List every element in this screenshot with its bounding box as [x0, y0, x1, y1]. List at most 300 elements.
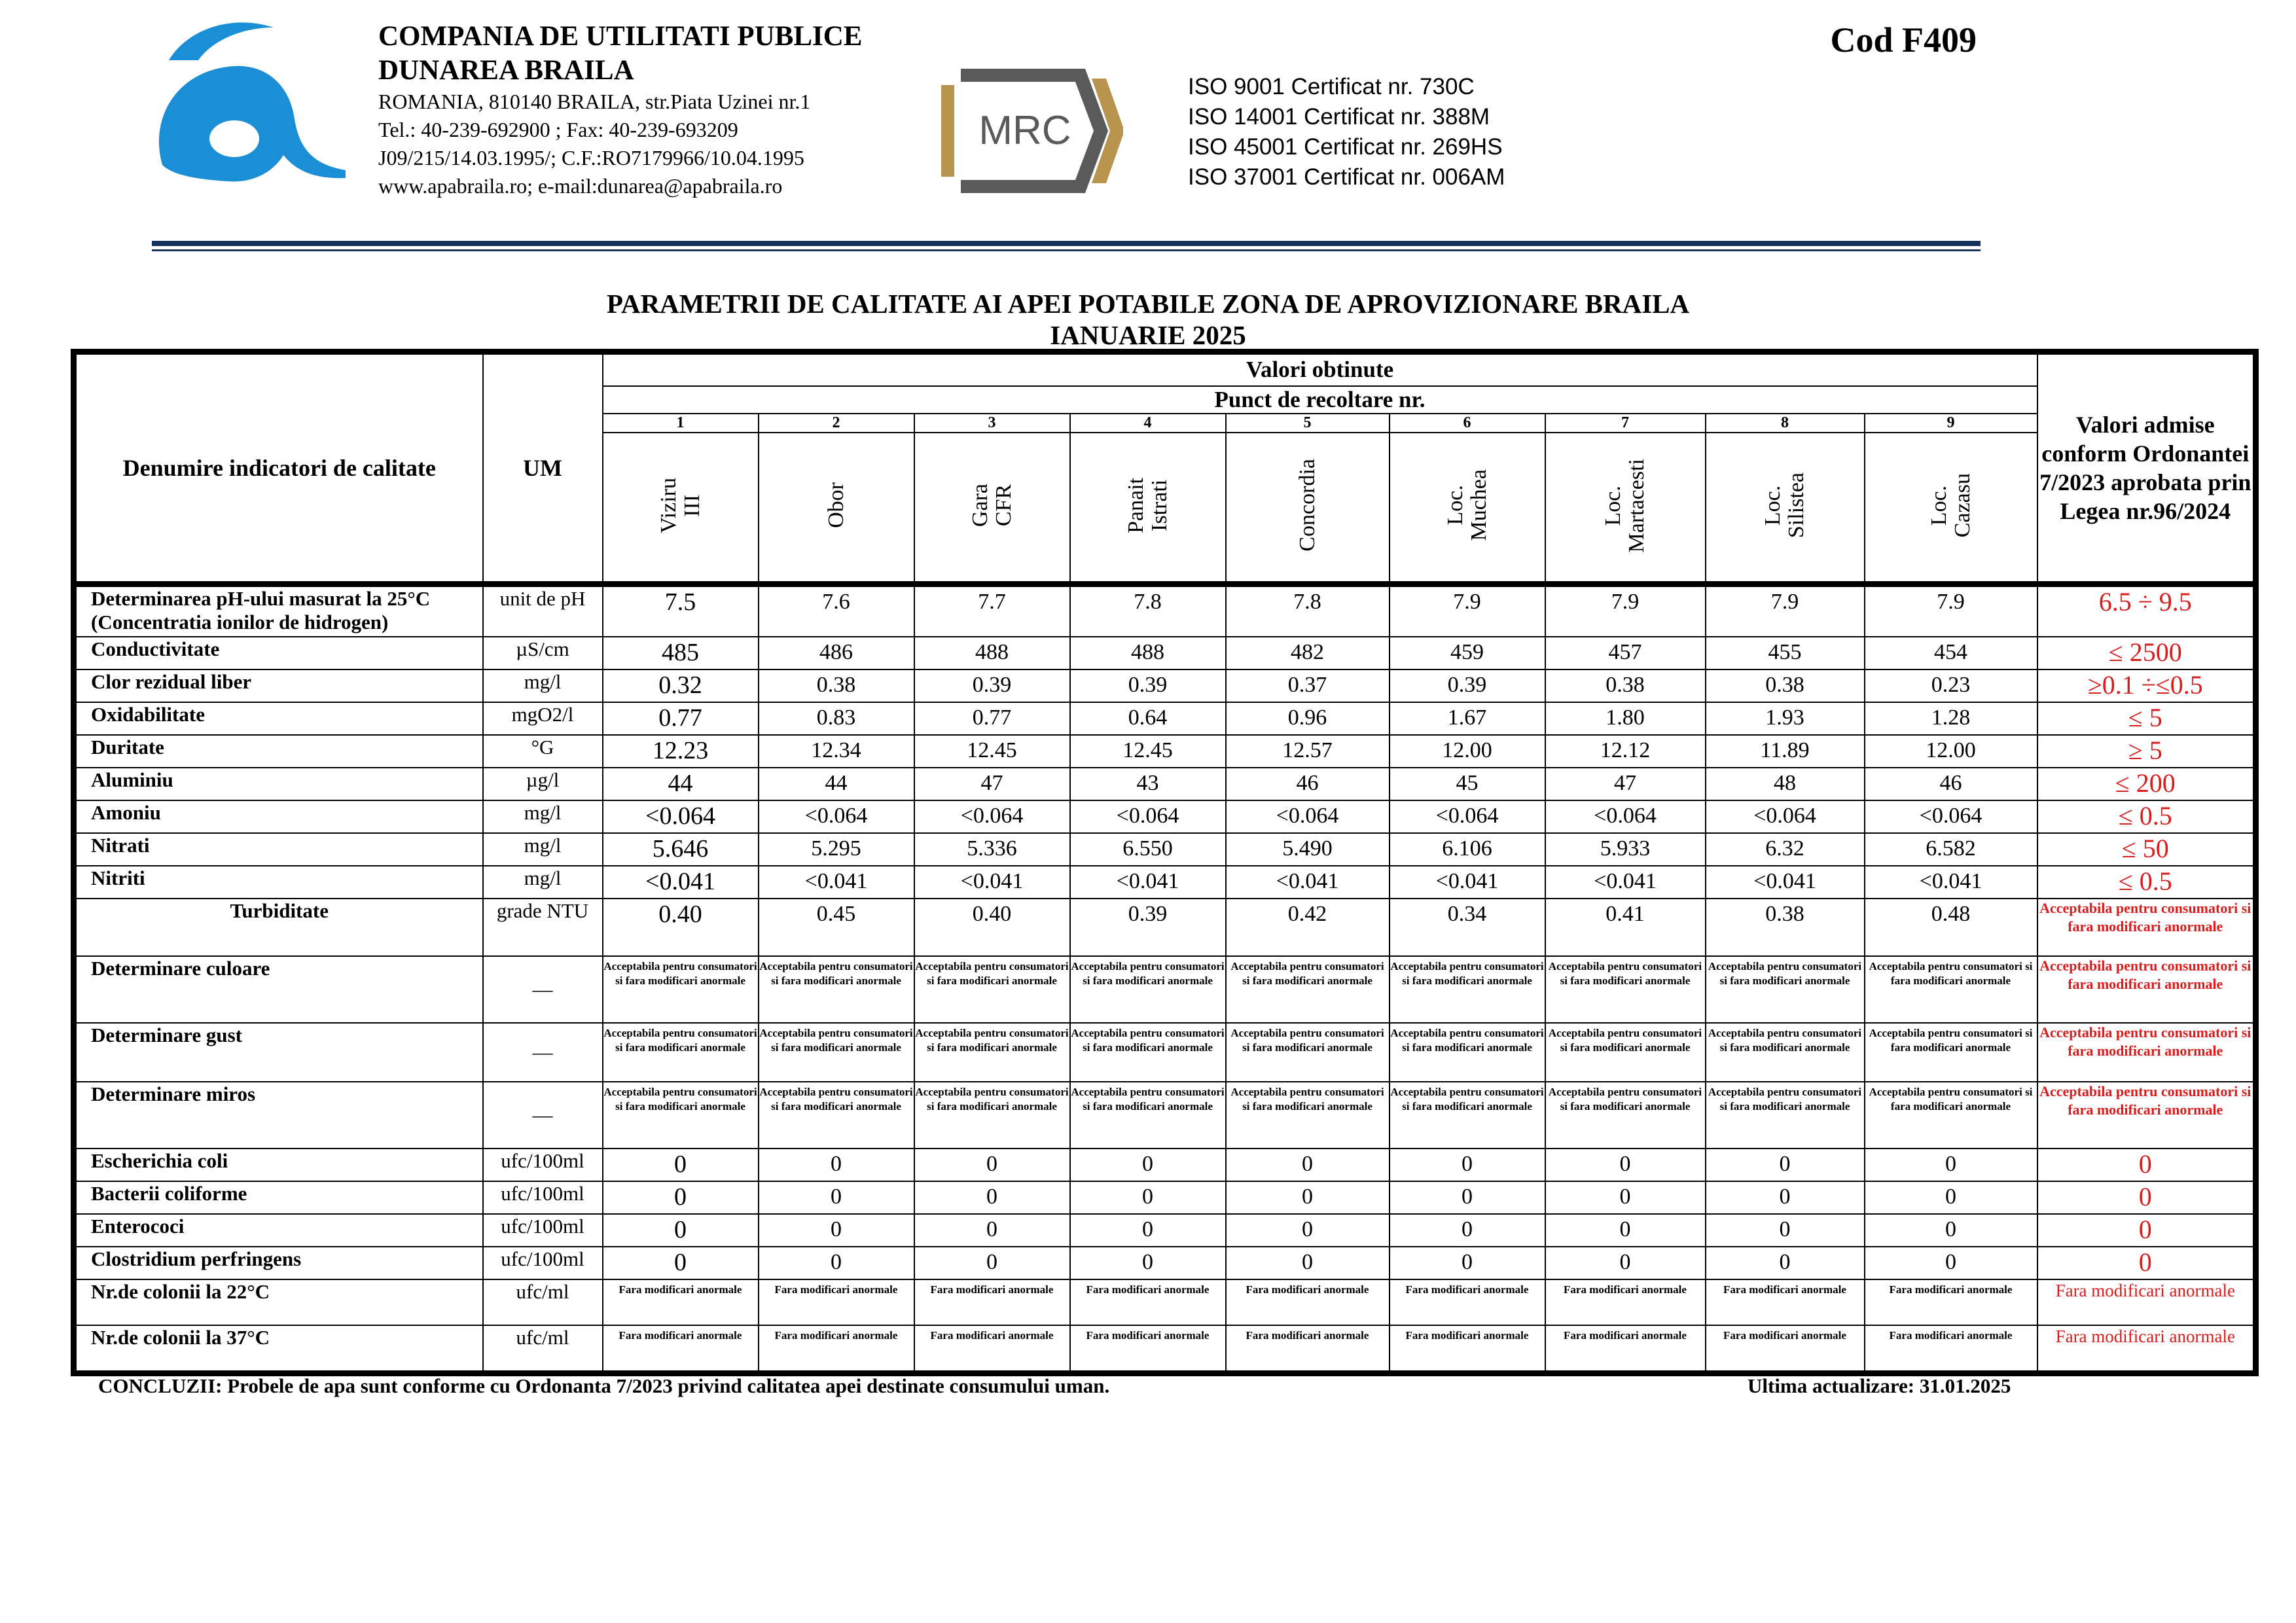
table-row: [74, 956, 2256, 1023]
value-cell: Acceptabila pentru consumatori si fara modificari anormale: [914, 1023, 1070, 1082]
indicator-um: ufc/100ml: [483, 1149, 603, 1181]
value-cell: 7.8: [1070, 584, 1226, 637]
value-cell: 0: [1706, 1247, 1865, 1279]
indicator-um: mg/l: [483, 669, 603, 702]
indicator-name: Amoniu: [74, 800, 483, 833]
value-cell: 43: [1070, 768, 1226, 800]
company-address: ROMANIA, 810140 BRAILA, str.Piata Uzinei nr.1: [378, 90, 811, 113]
value-cell: 0: [1390, 1247, 1545, 1279]
table-row: [74, 866, 2256, 899]
value-cell: Acceptabila pentru consumatori si fara modificari anormale: [1390, 1082, 1545, 1149]
value-cell: 7.9: [1545, 584, 1706, 637]
quality-table: [71, 349, 2259, 1376]
value-cell: Fara modificari anormale: [914, 1325, 1070, 1374]
value-cell: Acceptabila pentru consumatori si fara modificari anormale: [1226, 956, 1390, 1023]
document-subtitle: IANUARIE 2025: [1050, 320, 1246, 350]
value-cell: Fara modificari anormale: [1070, 1279, 1226, 1325]
limit-cell: 0: [2037, 1214, 2256, 1247]
value-cell: 0: [1070, 1214, 1226, 1247]
value-cell: <0.064: [759, 800, 914, 833]
limit-cell: 6.5 ÷ 9.5: [2037, 584, 2256, 637]
value-cell: 7.8: [1226, 584, 1390, 637]
value-cell: 5.336: [914, 833, 1070, 866]
indicator-um: mgO2/l: [483, 702, 603, 735]
point-number: 9: [1865, 414, 2037, 433]
value-cell: <0.041: [1226, 866, 1390, 899]
value-cell: 0: [1390, 1181, 1545, 1214]
value-cell: 0: [1865, 1247, 2037, 1279]
indicator-um: µg/l: [483, 768, 603, 800]
value-cell: 7.6: [759, 584, 914, 637]
value-cell: <0.064: [1706, 800, 1865, 833]
limit-cell: 0: [2037, 1149, 2256, 1181]
value-cell: 7.5: [603, 584, 759, 637]
value-cell: 0.38: [1706, 899, 1865, 956]
value-cell: 0: [1070, 1181, 1226, 1214]
indicator-um: ufc/100ml: [483, 1214, 603, 1247]
value-cell: Acceptabila pentru consumatori si fara modificari anormale: [1226, 1082, 1390, 1149]
indicator-um: mg/l: [483, 866, 603, 899]
table-row: [74, 584, 2256, 637]
indicator-name: Aluminiu: [74, 768, 483, 800]
value-cell: 0: [1865, 1181, 2037, 1214]
value-cell: Acceptabila pentru consumatori si fara modificari anormale: [759, 1023, 914, 1082]
iso-certifications: [1188, 72, 1581, 192]
mrc-logo-icon: [935, 62, 1123, 200]
header-limits: Valori admise conform Ordonantei 7/2023 aprobata prin Legea nr.96/2024: [2037, 352, 2256, 584]
indicator-name: Clor rezidual liber: [74, 669, 483, 702]
value-cell: 5.490: [1226, 833, 1390, 866]
value-cell: <0.064: [1070, 800, 1226, 833]
value-cell: 48: [1706, 768, 1865, 800]
table-row: [74, 1279, 2256, 1325]
value-cell: 0.40: [603, 899, 759, 956]
header-rule: [152, 241, 1981, 246]
value-cell: 0: [1545, 1214, 1706, 1247]
value-cell: Acceptabila pentru consumatori si fara modificari anormale: [1070, 1023, 1226, 1082]
limit-cell: ≤ 0.5: [2037, 866, 2256, 899]
value-cell: Acceptabila pentru consumatori si fara modificari anormale: [1865, 956, 2037, 1023]
value-cell: 0.38: [1545, 669, 1706, 702]
value-cell: 0: [1226, 1181, 1390, 1214]
value-cell: 457: [1545, 637, 1706, 669]
point-number: 1: [603, 414, 759, 433]
value-cell: <0.041: [1070, 866, 1226, 899]
table-row: [74, 669, 2256, 702]
table-row: [74, 1247, 2256, 1279]
value-cell: <0.041: [759, 866, 914, 899]
value-cell: 0: [603, 1214, 759, 1247]
value-cell: <0.041: [1706, 866, 1865, 899]
value-cell: 455: [1706, 637, 1865, 669]
indicator-name: Bacterii coliforme: [74, 1181, 483, 1214]
limit-cell: Fara modificari anormale: [2037, 1325, 2256, 1374]
value-cell: 0: [1390, 1149, 1545, 1181]
value-cell: 0: [1226, 1247, 1390, 1279]
value-cell: 6.582: [1865, 833, 2037, 866]
document-title: PARAMETRII DE CALITATE AI APEI POTABILE ZONA DE APROVIZIONARE BRAILA: [606, 289, 1690, 319]
value-cell: 488: [1070, 637, 1226, 669]
value-cell: Fara modificari anormale: [914, 1279, 1070, 1325]
value-cell: <0.064: [1545, 800, 1706, 833]
value-cell: 7.9: [1390, 584, 1545, 637]
value-cell: 0: [759, 1149, 914, 1181]
point-name-label: Viziru III: [656, 477, 704, 533]
indicator-name: Enterococi: [74, 1214, 483, 1247]
company-web: www.apabraila.ro; e-mail:dunarea@apabraila.ro: [378, 174, 783, 198]
limit-cell: ≤ 50: [2037, 833, 2256, 866]
value-cell: Fara modificari anormale: [1706, 1325, 1865, 1374]
indicator-name: Turbiditate: [74, 899, 483, 956]
point-name-label: Loc. Silistea: [1761, 473, 1808, 539]
value-cell: 0: [914, 1149, 1070, 1181]
value-cell: 46: [1865, 768, 2037, 800]
limit-cell: Acceptabila pentru consumatori si fara modificari anormale: [2037, 1082, 2256, 1149]
table-row: [74, 1149, 2256, 1181]
value-cell: Acceptabila pentru consumatori si fara modificari anormale: [1865, 1023, 2037, 1082]
limit-cell: 0: [2037, 1247, 2256, 1279]
value-cell: 45: [1390, 768, 1545, 800]
value-cell: 12.45: [1070, 735, 1226, 768]
company-logo-icon: [149, 14, 349, 185]
value-cell: 0: [1070, 1149, 1226, 1181]
table-row: [74, 637, 2256, 669]
point-name-label: Obor: [823, 482, 848, 529]
point-name: [603, 433, 759, 584]
table-row: [74, 833, 2256, 866]
table-row: [74, 1325, 2256, 1374]
value-cell: Fara modificari anormale: [1545, 1279, 1706, 1325]
limit-cell: ≤ 5: [2037, 702, 2256, 735]
indicator-name: Conductivitate: [74, 637, 483, 669]
point-number: 3: [914, 414, 1070, 433]
value-cell: 0: [759, 1181, 914, 1214]
table-row: [74, 1082, 2256, 1149]
value-cell: 12.57: [1226, 735, 1390, 768]
value-cell: 12.00: [1865, 735, 2037, 768]
header-points: Punct de recoltare nr.: [603, 386, 2037, 414]
point-name-label: Loc. Muchea: [1443, 469, 1491, 541]
value-cell: 486: [759, 637, 914, 669]
value-cell: 6.106: [1390, 833, 1545, 866]
value-cell: 0.42: [1226, 899, 1390, 956]
indicator-um: grade NTU: [483, 899, 603, 956]
value-cell: 7.9: [1865, 584, 2037, 637]
value-cell: 0: [603, 1149, 759, 1181]
value-cell: 0.38: [759, 669, 914, 702]
value-cell: 0.23: [1865, 669, 2037, 702]
point-number: 4: [1070, 414, 1226, 433]
value-cell: 5.646: [603, 833, 759, 866]
value-cell: 6.550: [1070, 833, 1226, 866]
value-cell: <0.041: [603, 866, 759, 899]
table-row: [74, 1181, 2256, 1214]
value-cell: <0.041: [1865, 866, 2037, 899]
indicator-name: Determinare gust: [74, 1023, 483, 1082]
value-cell: 0.39: [1390, 669, 1545, 702]
point-number: 2: [759, 414, 914, 433]
indicator-name: Determinare miros: [74, 1082, 483, 1149]
value-cell: 0.32: [603, 669, 759, 702]
value-cell: 1.93: [1706, 702, 1865, 735]
indicator-um: ufc/100ml: [483, 1181, 603, 1214]
point-name-label: Loc. Martacesti: [1601, 458, 1649, 552]
value-cell: 0: [1865, 1149, 2037, 1181]
point-name: [1390, 433, 1545, 584]
point-name-label: Loc. Cazasu: [1926, 473, 1975, 538]
value-cell: Fara modificari anormale: [759, 1279, 914, 1325]
indicator-um: µS/cm: [483, 637, 603, 669]
value-cell: Acceptabila pentru consumatori si fara modificari anormale: [1070, 1082, 1226, 1149]
table-row: [74, 702, 2256, 735]
table-row: [74, 768, 2256, 800]
iso-line: ISO 45001 Certificat nr. 269HS: [1188, 134, 1503, 160]
company-info: [378, 20, 967, 200]
company-phone: Tel.: 40-239-692900 ; Fax: 40-239-693209: [378, 118, 738, 141]
value-cell: Acceptabila pentru consumatori si fara modificari anormale: [1706, 956, 1865, 1023]
value-cell: <0.064: [1226, 800, 1390, 833]
limit-cell: ≤ 0.5: [2037, 800, 2256, 833]
point-name-label: Gara CFR: [967, 484, 1016, 527]
indicator-name: Determinare culoare: [74, 956, 483, 1023]
value-cell: 0.39: [914, 669, 1070, 702]
company-registry: J09/215/14.03.1995/; C.F.:RO7179966/10.04.1995: [378, 146, 804, 169]
value-cell: <0.064: [1865, 800, 2037, 833]
limit-cell: ≤ 2500: [2037, 637, 2256, 669]
value-cell: Acceptabila pentru consumatori si fara modificari anormale: [1706, 1082, 1865, 1149]
value-cell: 0: [1226, 1149, 1390, 1181]
indicator-name: Nitriti: [74, 866, 483, 899]
limit-cell: 0: [2037, 1181, 2256, 1214]
value-cell: 454: [1865, 637, 2037, 669]
value-cell: 0.83: [759, 702, 914, 735]
value-cell: 0.77: [603, 702, 759, 735]
value-cell: 0.41: [1545, 899, 1706, 956]
point-name: [914, 433, 1070, 584]
form-code: Cod F409: [1830, 20, 1977, 60]
table-row: [74, 899, 2256, 956]
indicator-um: ufc/ml: [483, 1325, 603, 1374]
company-name-line1: COMPANIA DE UTILITATI PUBLICE: [378, 21, 863, 52]
limit-cell: ≤ 200: [2037, 768, 2256, 800]
value-cell: 488: [914, 637, 1070, 669]
value-cell: 0: [1706, 1214, 1865, 1247]
indicator-um: —: [483, 1082, 603, 1149]
value-cell: <0.064: [603, 800, 759, 833]
document-header: [0, 0, 2296, 262]
value-cell: 1.28: [1865, 702, 2037, 735]
limit-cell: Acceptabila pentru consumatori si fara modificari anormale: [2037, 899, 2256, 956]
value-cell: Fara modificari anormale: [1070, 1325, 1226, 1374]
point-number: 5: [1226, 414, 1390, 433]
point-name: [1706, 433, 1865, 584]
value-cell: 482: [1226, 637, 1390, 669]
value-cell: 1.67: [1390, 702, 1545, 735]
value-cell: Fara modificari anormale: [1706, 1279, 1865, 1325]
value-cell: Fara modificari anormale: [1390, 1279, 1545, 1325]
value-cell: 12.34: [759, 735, 914, 768]
point-number: 7: [1545, 414, 1706, 433]
point-name-label: Panait Istrati: [1123, 477, 1172, 533]
value-cell: Fara modificari anormale: [603, 1325, 759, 1374]
value-cell: 1.80: [1545, 702, 1706, 735]
value-cell: 12.00: [1390, 735, 1545, 768]
value-cell: 485: [603, 637, 759, 669]
value-cell: <0.064: [914, 800, 1070, 833]
indicator-name: Determinarea pH-ului masurat la 25°C (Concentratia ionilor de hidrogen): [74, 584, 483, 637]
point-name: [1545, 433, 1706, 584]
value-cell: 0.45: [759, 899, 914, 956]
value-cell: 0: [1865, 1214, 2037, 1247]
value-cell: 11.89: [1706, 735, 1865, 768]
value-cell: 0.34: [1390, 899, 1545, 956]
value-cell: Fara modificari anormale: [1226, 1279, 1390, 1325]
value-cell: 0: [603, 1181, 759, 1214]
value-cell: Fara modificari anormale: [759, 1325, 914, 1374]
value-cell: Acceptabila pentru consumatori si fara modificari anormale: [1545, 1082, 1706, 1149]
value-cell: 12.23: [603, 735, 759, 768]
value-cell: 46: [1226, 768, 1390, 800]
indicator-name: Oxidabilitate: [74, 702, 483, 735]
indicator-name: Nr.de colonii la 22°C: [74, 1279, 483, 1325]
value-cell: 0: [914, 1214, 1070, 1247]
value-cell: 0.48: [1865, 899, 2037, 956]
iso-line: ISO 37001 Certificat nr. 006AM: [1188, 164, 1505, 190]
indicator-um: —: [483, 1023, 603, 1082]
value-cell: Acceptabila pentru consumatori si fara modificari anormale: [1545, 956, 1706, 1023]
mrc-logo-text: MRC: [978, 108, 1071, 153]
value-cell: Acceptabila pentru consumatori si fara modificari anormale: [1545, 1023, 1706, 1082]
value-cell: 0.38: [1706, 669, 1865, 702]
header-indicator: Denumire indicatori de calitate: [74, 352, 483, 584]
value-cell: 7.7: [914, 584, 1070, 637]
indicator-name: Nitrati: [74, 833, 483, 866]
value-cell: 459: [1390, 637, 1545, 669]
indicator-um: ufc/ml: [483, 1279, 603, 1325]
value-cell: Acceptabila pentru consumatori si fara modificari anormale: [603, 956, 759, 1023]
value-cell: 44: [759, 768, 914, 800]
iso-line: ISO 9001 Certificat nr. 730C: [1188, 74, 1475, 99]
point-name: [1226, 433, 1390, 584]
value-cell: 0.77: [914, 702, 1070, 735]
value-cell: Acceptabila pentru consumatori si fara modificari anormale: [603, 1082, 759, 1149]
value-cell: 0: [914, 1247, 1070, 1279]
header-values: Valori obtinute: [603, 352, 2037, 386]
value-cell: 6.32: [1706, 833, 1865, 866]
value-cell: Acceptabila pentru consumatori si fara modificari anormale: [1226, 1023, 1390, 1082]
value-cell: Fara modificari anormale: [603, 1279, 759, 1325]
value-cell: Acceptabila pentru consumatori si fara modificari anormale: [759, 956, 914, 1023]
limit-cell: Acceptabila pentru consumatori si fara modificari anormale: [2037, 1023, 2256, 1082]
conclusion: CONCLUZII: Probele de apa sunt conforme cu Ordonanta 7/2023 privind calitatea apei destinate consumului uman.: [98, 1374, 1110, 1397]
value-cell: 47: [1545, 768, 1706, 800]
point-name-label: Concordia: [1295, 459, 1319, 552]
value-cell: 44: [603, 768, 759, 800]
point-name: [1865, 433, 2037, 584]
value-cell: Acceptabila pentru consumatori si fara modificari anormale: [603, 1023, 759, 1082]
value-cell: Acceptabila pentru consumatori si fara modificari anormale: [759, 1082, 914, 1149]
value-cell: 0: [1390, 1214, 1545, 1247]
last-update: Ultima actualizare: 31.01.2025: [1748, 1374, 2011, 1397]
indicator-name: Duritate: [74, 735, 483, 768]
value-cell: 0: [1545, 1149, 1706, 1181]
indicator-name: Clostridium perfringens: [74, 1247, 483, 1279]
table-row: [74, 1023, 2256, 1082]
indicator-um: unit de pH: [483, 584, 603, 637]
value-cell: 0.37: [1226, 669, 1390, 702]
value-cell: <0.041: [1545, 866, 1706, 899]
indicator-um: °G: [483, 735, 603, 768]
point-number: 6: [1390, 414, 1545, 433]
value-cell: 5.933: [1545, 833, 1706, 866]
value-cell: Acceptabila pentru consumatori si fara modificari anormale: [914, 1082, 1070, 1149]
value-cell: 0: [914, 1181, 1070, 1214]
value-cell: Acceptabila pentru consumatori si fara modificari anormale: [1070, 956, 1226, 1023]
value-cell: 0.39: [1070, 899, 1226, 956]
point-name: [759, 433, 914, 584]
value-cell: Acceptabila pentru consumatori si fara modificari anormale: [1865, 1082, 2037, 1149]
value-cell: 0: [1070, 1247, 1226, 1279]
value-cell: 0: [759, 1214, 914, 1247]
value-cell: 0.64: [1070, 702, 1226, 735]
value-cell: 0: [603, 1247, 759, 1279]
value-cell: Fara modificari anormale: [1865, 1325, 2037, 1374]
value-cell: 7.9: [1706, 584, 1865, 637]
header-um: UM: [483, 352, 603, 584]
value-cell: 12.45: [914, 735, 1070, 768]
value-cell: Fara modificari anormale: [1390, 1325, 1545, 1374]
value-cell: 0: [1706, 1149, 1865, 1181]
table-row: [74, 735, 2256, 768]
indicator-um: mg/l: [483, 800, 603, 833]
indicator-um: mg/l: [483, 833, 603, 866]
table-row: [74, 1214, 2256, 1247]
value-cell: 0.39: [1070, 669, 1226, 702]
limit-cell: ≥0.1 ÷≤0.5: [2037, 669, 2256, 702]
value-cell: 0: [1545, 1181, 1706, 1214]
limit-cell: Fara modificari anormale: [2037, 1279, 2256, 1325]
value-cell: Fara modificari anormale: [1226, 1325, 1390, 1374]
value-cell: 0: [1706, 1181, 1865, 1214]
point-number: 8: [1706, 414, 1865, 433]
iso-line: ISO 14001 Certificat nr. 388M: [1188, 104, 1490, 130]
indicator-um: ufc/100ml: [483, 1247, 603, 1279]
value-cell: 0.40: [914, 899, 1070, 956]
value-cell: 0: [1545, 1247, 1706, 1279]
limit-cell: ≥ 5: [2037, 735, 2256, 768]
value-cell: 0: [1226, 1214, 1390, 1247]
value-cell: 12.12: [1545, 735, 1706, 768]
value-cell: Fara modificari anormale: [1545, 1325, 1706, 1374]
value-cell: <0.064: [1390, 800, 1545, 833]
value-cell: Acceptabila pentru consumatori si fara modificari anormale: [1706, 1023, 1865, 1082]
header-rule-thin: [152, 249, 1981, 251]
value-cell: <0.041: [914, 866, 1070, 899]
value-cell: Acceptabila pentru consumatori si fara modificari anormale: [914, 956, 1070, 1023]
company-name-line2: DUNAREA BRAILA: [378, 55, 634, 86]
point-name: [1070, 433, 1226, 584]
value-cell: 0.96: [1226, 702, 1390, 735]
limit-cell: Acceptabila pentru consumatori si fara modificari anormale: [2037, 956, 2256, 1023]
value-cell: Acceptabila pentru consumatori si fara modificari anormale: [1390, 1023, 1545, 1082]
value-cell: 5.295: [759, 833, 914, 866]
table-row: [74, 800, 2256, 833]
value-cell: <0.041: [1390, 866, 1545, 899]
indicator-um: —: [483, 956, 603, 1023]
indicator-name: Nr.de colonii la 37°C: [74, 1325, 483, 1374]
value-cell: Fara modificari anormale: [1865, 1279, 2037, 1325]
indicator-name: Escherichia coli: [74, 1149, 483, 1181]
